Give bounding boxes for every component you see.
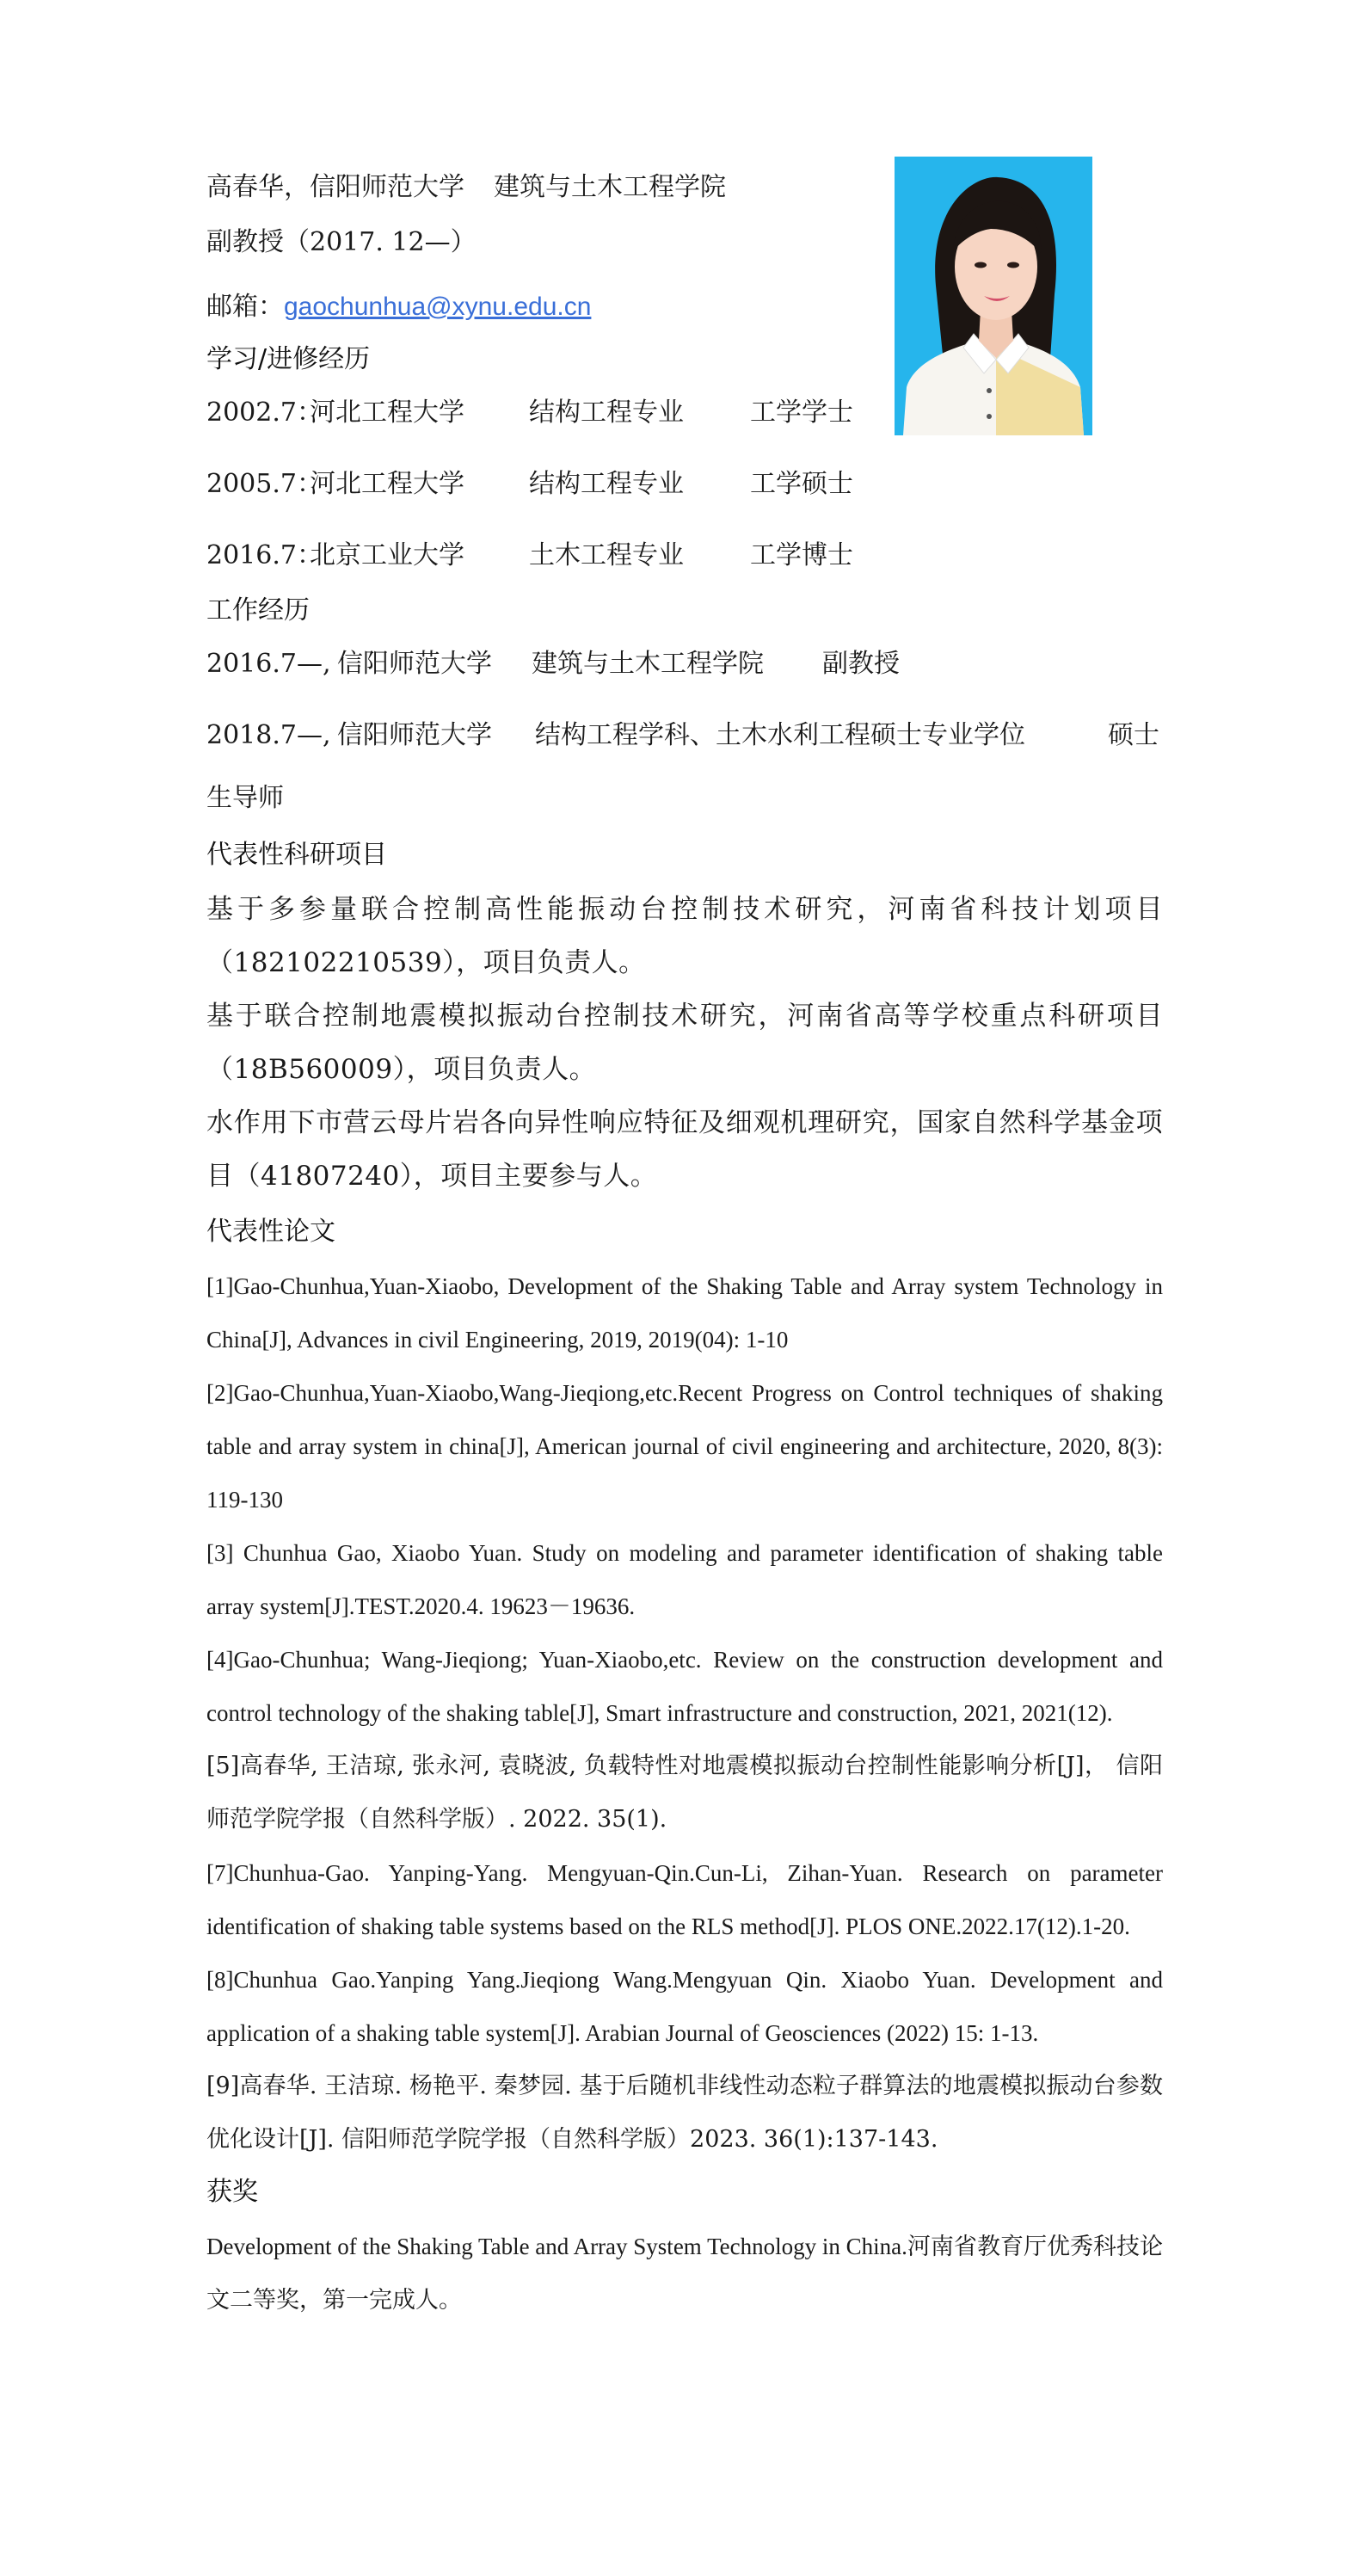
education-degree: 工学博士: [750, 540, 853, 570]
email-label: 邮箱：: [206, 292, 284, 322]
paper-item: [1]Gao-Chunhua,Yuan-Xiaobo, Development of the Shaking Table and Array system Technology in China[J], Advances in civil Engineering, 2019, 2019(04): 1-10: [206, 1273, 1163, 1353]
papers-heading: 代表性论文: [206, 1217, 335, 1247]
education-date: 2016.7：: [206, 540, 323, 570]
profile-photo: [895, 157, 1092, 435]
project-item: 基于多参量联合控制高性能振动台控制技术研究，河南省科技计划项目（182102210539），项目负责人。: [206, 894, 1163, 978]
projects-heading: 代表性科研项目: [206, 840, 387, 870]
education-date: 2005.7：: [206, 469, 323, 499]
name-affiliation: 高春华，信阳师范大学: [206, 172, 464, 202]
education-major: 土木工程专业: [529, 540, 684, 570]
awards-heading: 获奖: [206, 2177, 258, 2207]
work-date: 2016.7—,: [206, 649, 331, 679]
paper-item: [4]Gao-Chunhua; Wang-Jieqiong; Yuan-Xiaobo,etc. Review on the construction development and control technology of the shaking table[J], Smart infrastructure and construction, 2021, 2021(12).: [206, 1647, 1163, 1726]
paper-item: [5]高春华, 王洁琼, 张永河, 袁晓波, 负载特性对地震模拟振动台控制性能影响分析[J]， 信阳师范学院学报（自然科学版）. 2022. 35(1).: [206, 1753, 1163, 1833]
education-degree: 工学学士: [750, 397, 853, 428]
papers-list: [206, 1260, 1163, 2166]
college: 建筑与土木工程学院: [494, 172, 726, 202]
education-major: 结构工程专业: [529, 397, 684, 428]
education-date: 2002.7：: [206, 397, 323, 428]
work-role-continued: 生导师: [206, 783, 284, 813]
paper-item: [3] Chunhua Gao, Xiaobo Yuan. Study on modeling and parameter identification of shaking table array system[J].TEST.2020.4. 19623－19636.: [206, 1540, 1163, 1619]
title-line: 副教授（2017. 12—）: [206, 227, 477, 257]
projects-list: [206, 883, 1163, 1203]
paper-item: [8]Chunhua Gao.Yanping Yang.Jieqiong Wang.Mengyuan Qin. Xiaobo Yuan. Development and application of a shaking table system[J]. Arabian Journal of Geosciences (2022) 15: 1-13.: [206, 1967, 1163, 2046]
name-line: [206, 170, 726, 205]
work-role: 硕士: [1108, 720, 1159, 750]
work-org: 信阳师范大学: [337, 649, 492, 679]
education-school: 北京工业大学: [310, 540, 464, 570]
portrait-image: [895, 157, 1092, 435]
project-item: 基于联合控制地震模拟振动台控制技术研究，河南省高等学校重点科研项目（18B560009），项目负责人。: [206, 1001, 1163, 1085]
project-item: 水作用下市营云母片岩各向异性响应特征及细观机理研究，国家自然科学基金项目（41807240），项目主要参与人。: [206, 1107, 1163, 1192]
paper-item: [9]高春华. 王洁琼. 杨艳平. 秦梦园. 基于后随机非线性动态粒子群算法的地震模拟振动台参数优化设计[J]. 信阳师范学院学报（自然科学版）2023. 36(1):137-143.: [206, 2073, 1163, 2153]
education-school: 河北工程大学: [310, 397, 464, 428]
work-heading: 工作经历: [206, 595, 310, 626]
paper-item: [2]Gao-Chunhua,Yuan-Xiaobo,Wang-Jieqiong,etc.Recent Progress on Control techniques of shaking table and array system in china[J], American journal of civil engineering and architecture, 2020, 8(3): 119-130: [206, 1380, 1163, 1513]
award-item: Development of the Shaking Table and Array System Technology in China.河南省教育厅优秀科技论文二等奖，第一完成人。: [206, 2234, 1163, 2313]
education-degree: 工学硕士: [750, 469, 853, 499]
work-date: 2018.7—,: [206, 720, 331, 750]
work-org: 信阳师范大学: [337, 720, 492, 750]
email-line: [206, 290, 591, 324]
education-major: 结构工程专业: [529, 469, 684, 499]
work-dept: 建筑与土木工程学院: [532, 649, 764, 679]
work-role: 副教授: [822, 649, 900, 679]
email-link[interactable]: gaochunhua@xynu.edu.cn: [284, 293, 592, 321]
work-dept: 结构工程学科、土木水利工程硕士专业学位: [535, 720, 1025, 750]
paper-item: [7]Chunhua-Gao. Yanping-Yang. Mengyuan-Qin.Cun-Li, Zihan-Yuan. Research on parameter identification of shaking table systems based on the RLS method[J]. PLOS ONE.2022.17(12).1-20.: [206, 1860, 1163, 1939]
education-school: 河北工程大学: [310, 469, 464, 499]
education-heading: 学习/进修经历: [206, 344, 371, 374]
